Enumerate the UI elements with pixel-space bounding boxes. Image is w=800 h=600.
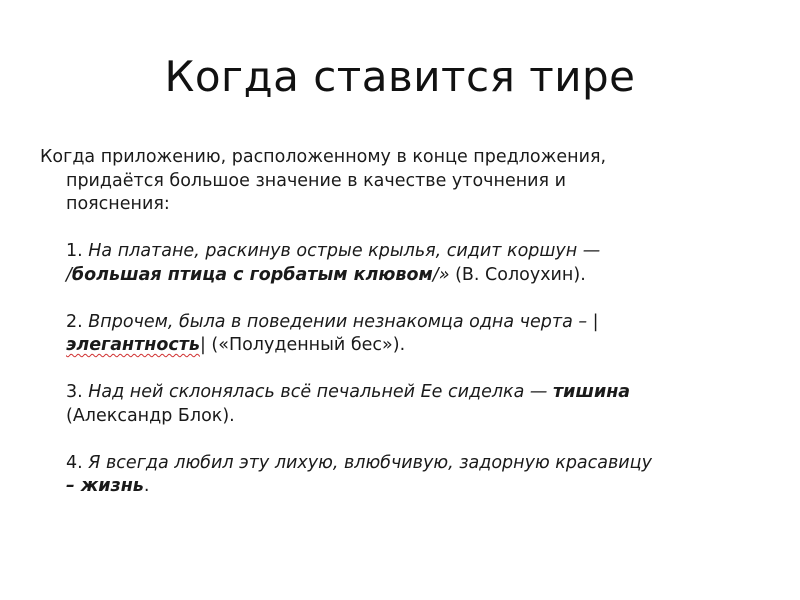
slide-title: Когда ставится тире xyxy=(164,52,636,101)
example-3-line-1 xyxy=(66,381,770,405)
example-1-appositive: большая птица с горбатым клювом xyxy=(71,264,433,285)
example-2 xyxy=(40,311,770,358)
example-4-number: 4. xyxy=(66,452,89,473)
example-1-slash: / xyxy=(66,264,72,285)
example-2-line-2 xyxy=(66,334,770,358)
example-2-quote: Впрочем, была в поведении незнакомца одна черта – | xyxy=(88,311,599,332)
example-1-line-2 xyxy=(66,264,770,288)
example-1-closing: /» xyxy=(432,264,450,285)
example-1-line-1 xyxy=(66,240,770,264)
example-4 xyxy=(40,452,770,499)
example-1-number: 1. xyxy=(66,241,89,261)
example-2-source: | («Полуденный бес»). xyxy=(199,335,406,355)
example-3-quote: Над ней склонялась всё печальней Ее сиделка — xyxy=(88,382,553,402)
slide-body xyxy=(40,146,770,499)
example-3-number: 3. xyxy=(66,382,89,402)
example-1-source: (В. Солоухин). xyxy=(449,264,586,285)
intro-line-1: Когда приложению, расположенному в конце предложения, xyxy=(40,147,607,167)
example-4-line-1 xyxy=(66,452,770,476)
example-4-dash: – xyxy=(66,476,81,496)
example-1-quote: На платане, раскинув острые крылья, сидит коршун — xyxy=(88,241,601,261)
example-2-appositive: элегантность xyxy=(66,335,200,355)
example-4-appositive: жизнь xyxy=(80,476,144,496)
example-2-number: 2. xyxy=(66,311,89,332)
example-3-source: (Александр Блок). xyxy=(66,405,235,426)
intro-line-2: придаётся большое значение в качестве уточнения и xyxy=(66,170,567,191)
example-2-line-1 xyxy=(66,311,770,335)
example-3-appositive: тишина xyxy=(552,382,631,402)
example-4-period: . xyxy=(143,476,150,496)
example-3-line-2 xyxy=(66,405,770,429)
intro-line-3: пояснения: xyxy=(66,194,170,214)
example-4-quote: Я всегда любил эту лихую, влюбчивую, задорную красавицу xyxy=(88,452,652,473)
example-4-line-2 xyxy=(66,475,770,499)
example-1 xyxy=(40,240,770,287)
example-3 xyxy=(40,381,770,428)
